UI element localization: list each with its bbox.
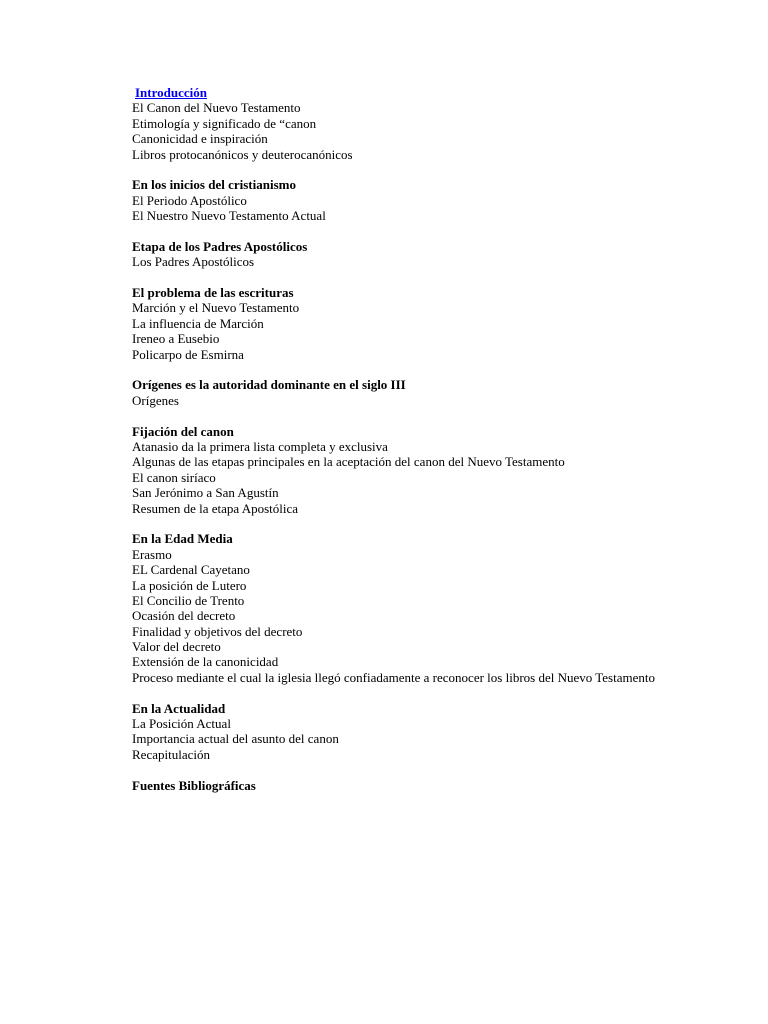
toc-item: Algunas de las etapas principales en la aceptación del canon del Nuevo Testamento: [132, 454, 565, 470]
section-heading: Orígenes es la autoridad dominante en el siglo III: [132, 377, 406, 393]
toc-item-wrapped: Proceso mediante el cual la iglesia llegó confiadamente a reconocer los libros del Nuevo Testamento: [132, 669, 655, 685]
toc-section-origenes: [110, 377, 658, 408]
toc-item: Atanasio da la primera lista completa y exclusiva: [132, 438, 388, 454]
section-heading: En la Actualidad: [132, 700, 226, 716]
toc-item: Ireneo a Eusebio: [132, 331, 220, 347]
toc-item: EL Cardenal Cayetano: [132, 562, 250, 578]
toc-item: Erasmo: [132, 546, 172, 562]
toc-item: La influencia de Marción: [132, 315, 264, 331]
table-of-contents: [110, 85, 658, 808]
toc-item: Orígenes: [132, 392, 179, 408]
toc-item: Extensión de la canonicidad: [132, 654, 279, 670]
toc-item: El Concilio de Trento: [132, 592, 245, 608]
toc-item: Recapitulación: [132, 746, 210, 762]
toc-section-fijacion-canon: [110, 424, 658, 516]
toc-item: Los Padres Apostólicos: [132, 254, 255, 270]
toc-item: La posición de Lutero: [132, 577, 247, 593]
toc-item: El Canon del Nuevo Testamento: [132, 100, 301, 116]
toc-item: El canon siríaco: [132, 469, 216, 485]
toc-section-introduccion: [110, 85, 658, 162]
toc-item: Valor del decreto: [132, 639, 221, 655]
toc-item: Canonicidad e inspiración: [132, 131, 268, 147]
section-heading: Fuentes Bibliográficas: [132, 777, 256, 793]
toc-section-edad-media: [110, 531, 658, 685]
toc-item: Importancia actual del asunto del canon: [132, 731, 339, 747]
section-heading: En los inicios del cristianismo: [132, 177, 296, 193]
toc-section-actualidad: [110, 701, 658, 763]
toc-item: Policarpo de Esmirna: [132, 346, 244, 362]
toc-item: El Periodo Apostólico: [132, 192, 247, 208]
section-heading: En la Edad Media: [132, 531, 233, 547]
toc-item: Finalidad y objetivos del decreto: [132, 623, 303, 639]
toc-section-padres-apostolicos: [110, 239, 658, 270]
toc-item: Etimología y significado de “canon: [132, 115, 317, 131]
toc-item: Resumen de la etapa Apostólica: [132, 500, 299, 516]
section-heading: Etapa de los Padres Apostólicos: [132, 238, 308, 254]
toc-item: Libros protocanónicos y deuterocanónicos: [132, 146, 353, 162]
toc-item: Ocasión del decreto: [132, 608, 236, 624]
section-heading: Fijación del canon: [132, 423, 234, 439]
toc-item: La Posición Actual: [132, 716, 231, 732]
toc-item: Marción y el Nuevo Testamento: [132, 300, 300, 316]
toc-section-inicios: [110, 177, 658, 223]
toc-section-problema-escrituras: [110, 285, 658, 362]
toc-item: El Nuestro Nuevo Testamento Actual: [132, 208, 326, 224]
section-heading: El problema de las escrituras: [132, 285, 294, 301]
toc-item: San Jerónimo a San Agustín: [132, 485, 279, 501]
introduccion-link[interactable]: Introducción: [135, 85, 207, 100]
toc-section-fuentes: [110, 778, 658, 793]
